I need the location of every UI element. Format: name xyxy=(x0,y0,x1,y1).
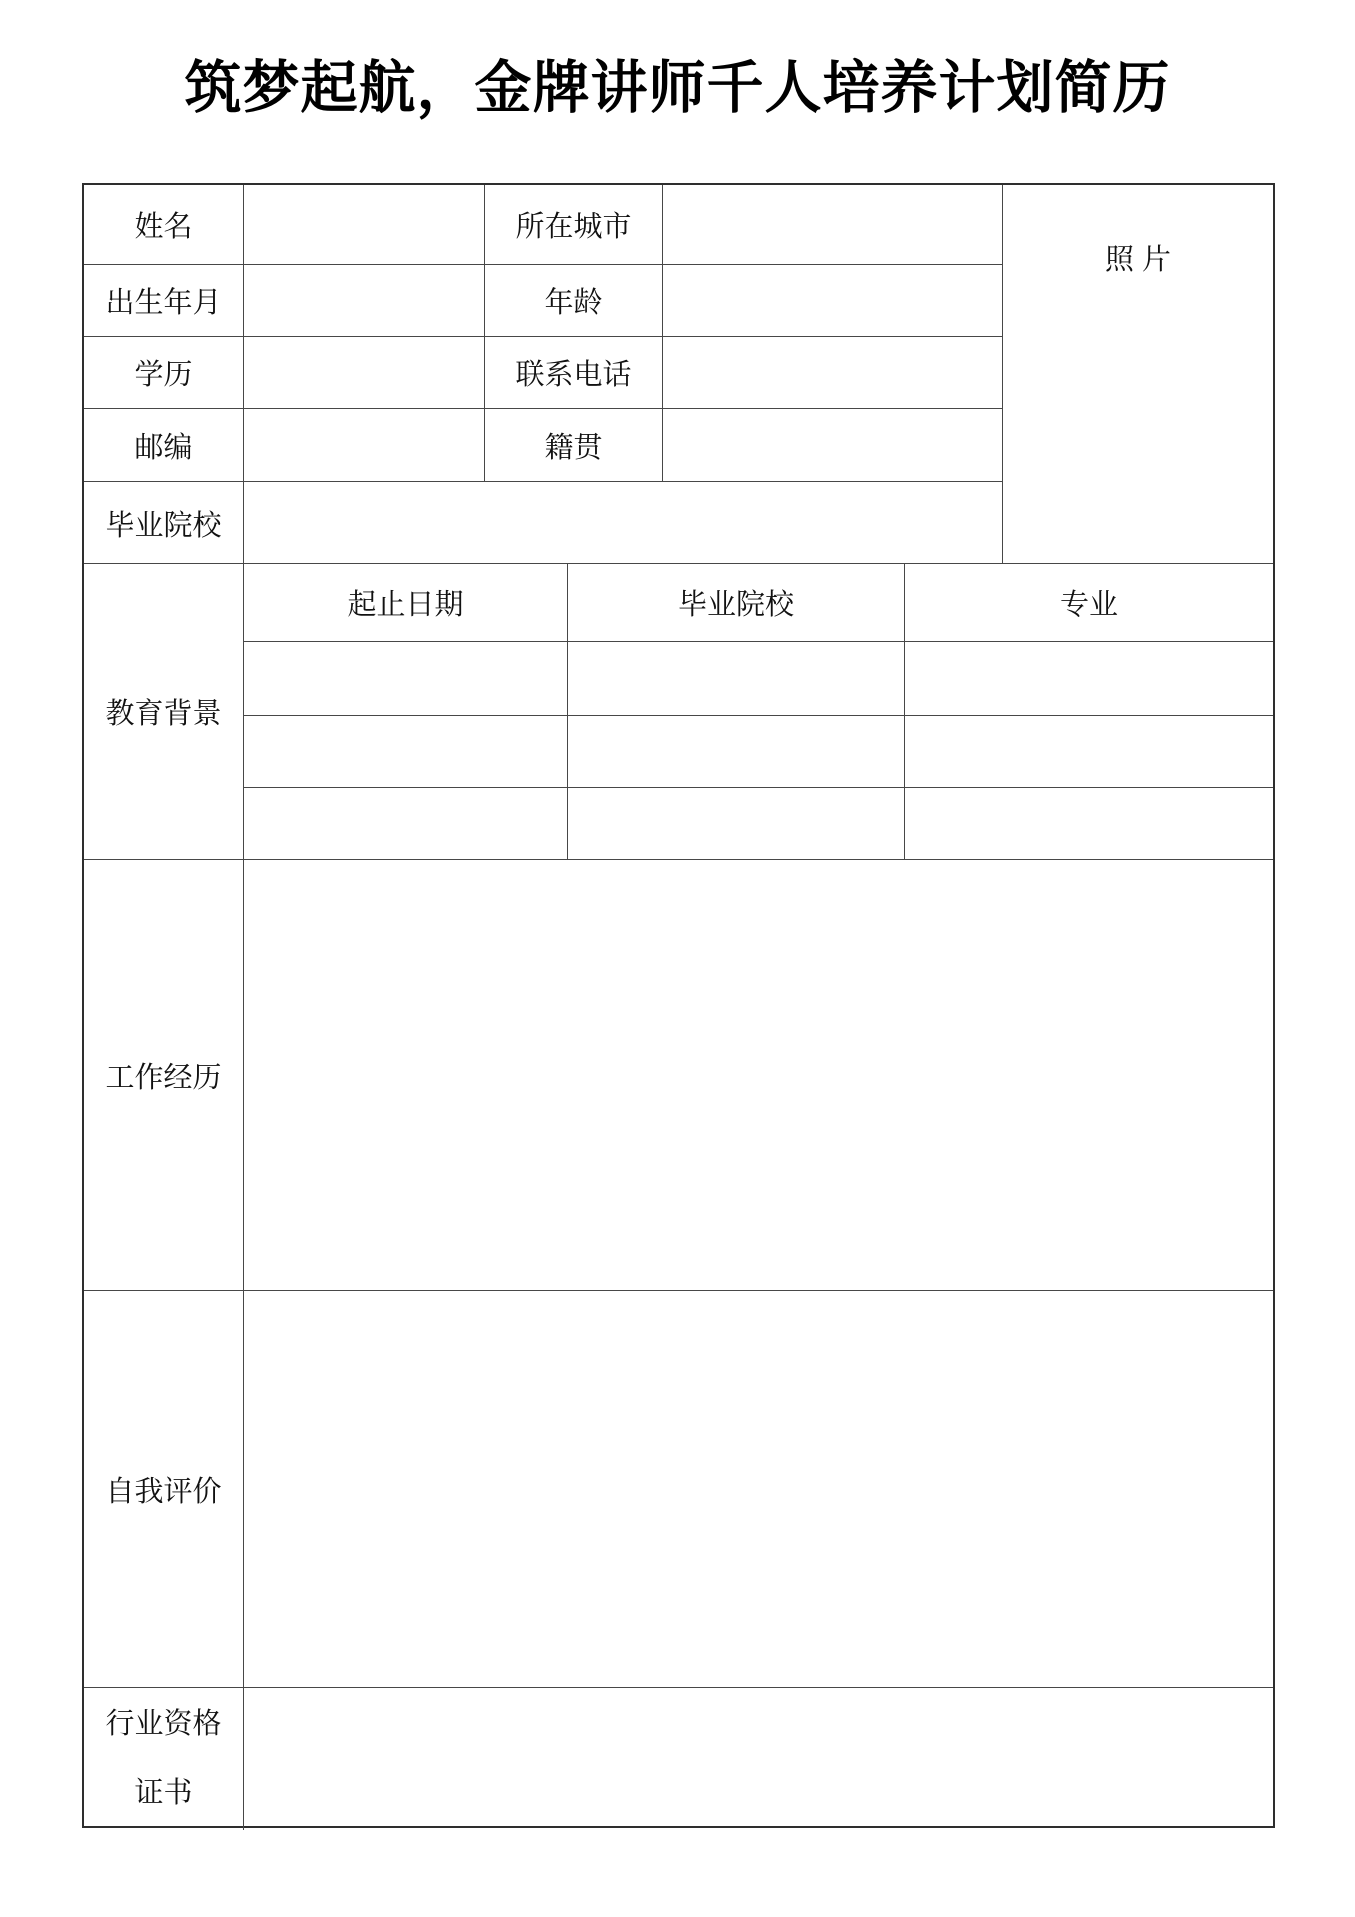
education-school-cell[interactable] xyxy=(568,716,905,787)
birthdate-label: 出生年月 xyxy=(84,265,244,336)
education-date-cell[interactable] xyxy=(244,788,568,860)
education-major-cell[interactable] xyxy=(905,642,1273,715)
photo-placeholder-cell[interactable] xyxy=(1002,185,1273,563)
work-experience-label: 工作经历 xyxy=(84,860,244,1290)
certificate-input-cell[interactable] xyxy=(244,1688,1273,1830)
table-row xyxy=(84,337,1002,409)
self-evaluation-input-cell[interactable] xyxy=(244,1291,1273,1687)
education-school-cell[interactable] xyxy=(568,788,905,860)
city-label: 所在城市 xyxy=(485,185,663,264)
name-label: 姓名 xyxy=(84,185,244,264)
self-evaluation-label: 自我评价 xyxy=(84,1291,244,1687)
age-input-cell[interactable] xyxy=(663,265,1002,336)
certificate-label-line2: 证书 xyxy=(134,1777,193,1809)
resume-form-table xyxy=(82,183,1275,1828)
table-row xyxy=(84,185,1002,265)
education-grid xyxy=(244,564,1273,859)
table-row xyxy=(84,409,1002,482)
education-major-cell[interactable] xyxy=(905,716,1273,787)
education-data-row xyxy=(244,716,1273,788)
degree-label: 学历 xyxy=(84,337,244,408)
graduate-school-label: 毕业院校 xyxy=(84,482,244,564)
personal-info-section xyxy=(84,185,1273,564)
native-place-input-cell[interactable] xyxy=(663,409,1002,481)
photo-label: 照 片 xyxy=(1104,244,1172,276)
education-major-cell[interactable] xyxy=(905,788,1273,860)
degree-input-cell[interactable] xyxy=(244,337,485,408)
education-col-school: 毕业院校 xyxy=(568,564,905,641)
page-title: 筑梦起航，金牌讲师千人培养计划简历 xyxy=(184,56,1171,120)
education-date-cell[interactable] xyxy=(244,642,568,715)
birthdate-input-cell[interactable] xyxy=(244,265,485,336)
education-section-label: 教育背景 xyxy=(84,564,244,859)
graduate-school-input-cell[interactable] xyxy=(244,482,1002,564)
postcode-input-cell[interactable] xyxy=(244,409,485,481)
education-col-date: 起止日期 xyxy=(244,564,568,641)
table-row xyxy=(84,265,1002,337)
city-input-cell[interactable] xyxy=(663,185,1002,264)
age-label: 年龄 xyxy=(485,265,663,336)
education-data-row xyxy=(244,788,1273,860)
native-place-label: 籍贯 xyxy=(485,409,663,481)
name-input-cell[interactable] xyxy=(244,185,485,264)
education-col-major: 专业 xyxy=(1059,589,1118,621)
table-row xyxy=(84,482,1002,564)
postcode-label: 邮编 xyxy=(84,409,244,481)
phone-label: 联系电话 xyxy=(485,337,663,408)
work-experience-input-cell[interactable] xyxy=(244,860,1273,1290)
education-school-cell[interactable] xyxy=(568,642,905,715)
education-header-row xyxy=(244,564,1273,642)
certificate-section xyxy=(84,1688,1273,1830)
certificate-label xyxy=(84,1688,244,1830)
education-date-cell[interactable] xyxy=(244,716,568,787)
education-section xyxy=(84,564,1273,860)
personal-info-grid xyxy=(84,185,1002,563)
work-experience-section xyxy=(84,860,1273,1291)
education-data-row xyxy=(244,642,1273,716)
certificate-label-line1: 行业资格 xyxy=(105,1708,222,1740)
self-evaluation-section xyxy=(84,1291,1273,1688)
phone-input-cell[interactable] xyxy=(663,337,1002,408)
